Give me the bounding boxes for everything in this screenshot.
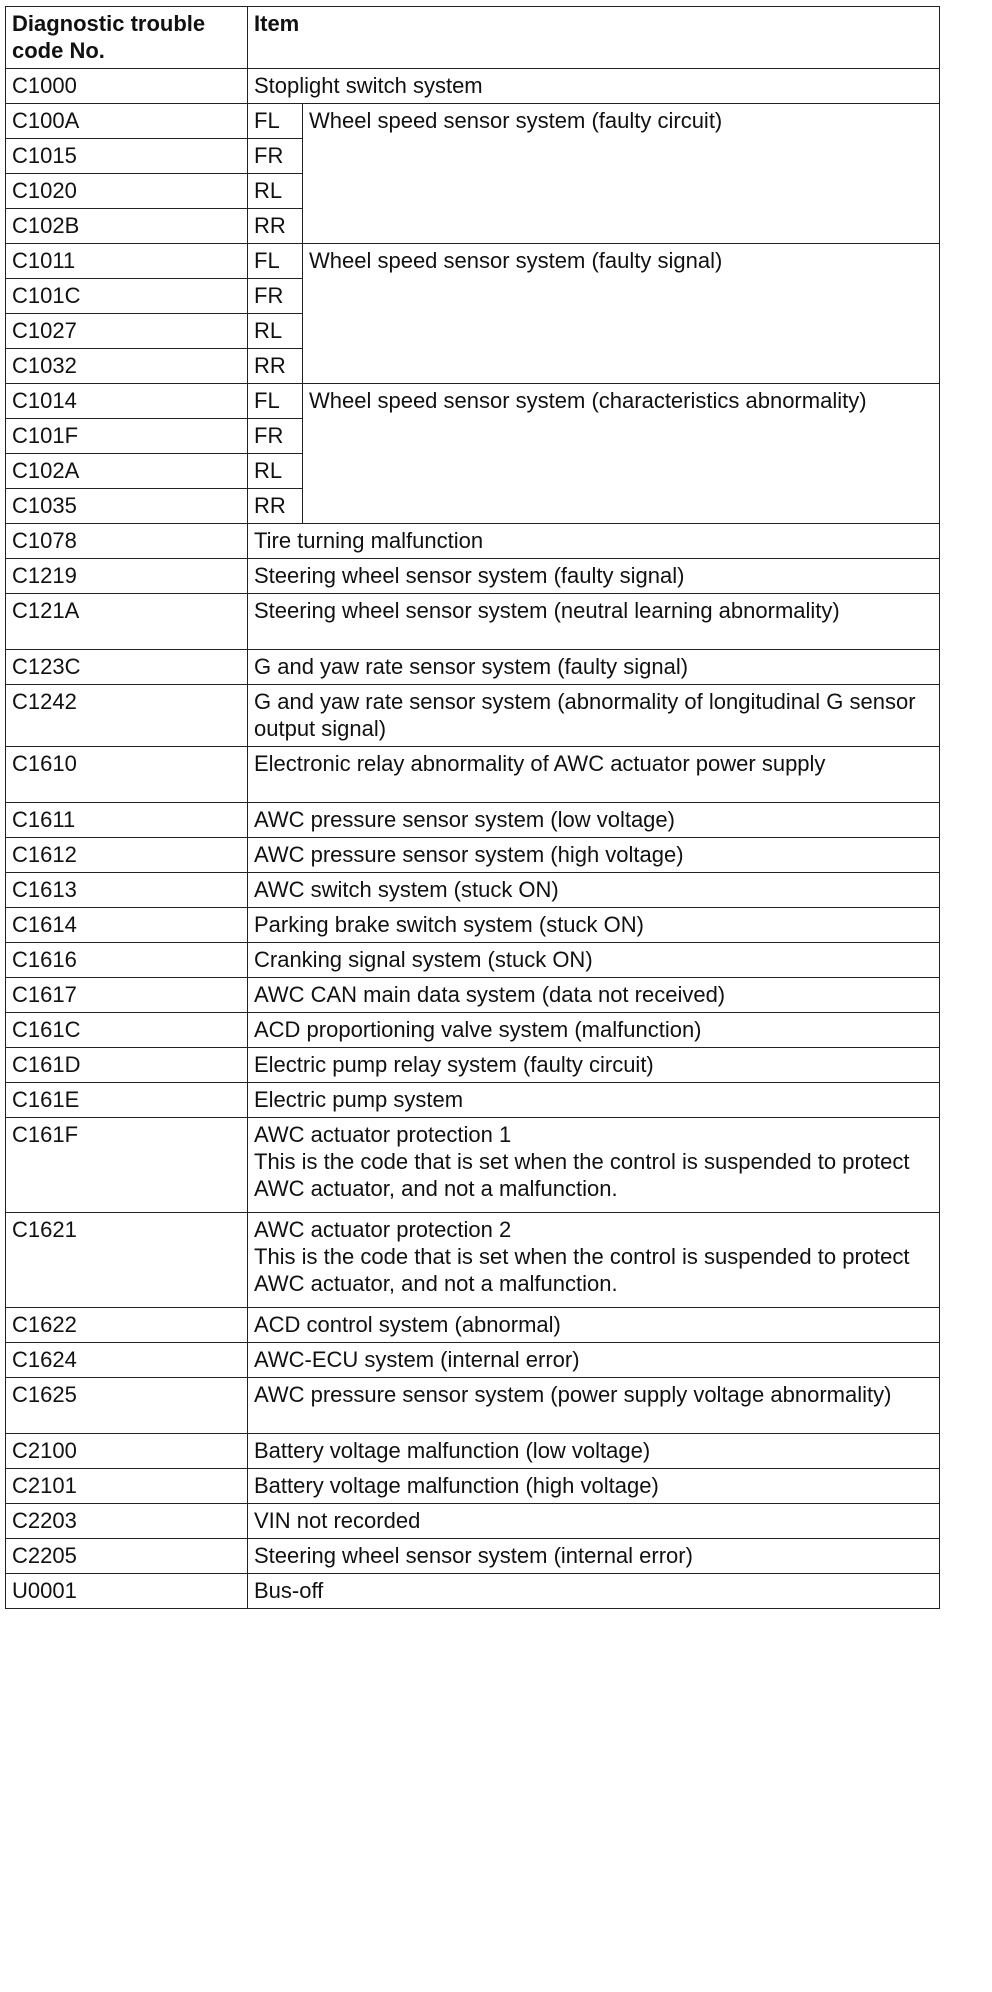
item-cell [248,1469,940,1504]
item-text: ACD control system (abnormal) [254,1312,561,1337]
dtc-code-cell: C1000 [6,69,248,104]
wheel-position-cell: RR [248,349,303,384]
item-cell [248,69,940,104]
wheel-position-cell: FR [248,139,303,174]
item-text: G and yaw rate sensor system (abnormality of longitudinal G sensor output signal) [254,689,916,741]
dtc-code-cell: C1624 [6,1343,248,1378]
table-row [6,943,940,978]
dtc-code-cell: C1621 [6,1213,248,1308]
table-row [6,69,940,104]
item-text: AWC actuator protection 2 [254,1217,512,1242]
dtc-code-cell: C1614 [6,908,248,943]
wheel-position-cell: FL [248,244,303,279]
item-cell [248,685,940,747]
dtc-code-cell: C1612 [6,838,248,873]
item-text: Bus-off [254,1578,324,1603]
table-row [6,803,940,838]
item-text: Parking brake switch system (stuck ON) [254,912,644,937]
table-row [6,1378,940,1434]
item-cell [248,1083,940,1118]
wheel-position-cell: FR [248,279,303,314]
item-cell [248,1048,940,1083]
item-text: G and yaw rate sensor system (faulty signal) [254,654,689,679]
item-cell [248,524,940,559]
table-row [6,685,940,747]
item-cell [248,559,940,594]
item-text: AWC actuator protection 1 [254,1122,512,1147]
table-row [6,1308,940,1343]
dtc-code-cell: C121A [6,594,248,650]
dtc-code-cell: C101F [6,419,248,454]
table-row [6,384,940,419]
item-cell: Wheel speed sensor system (characteristics abnormality) [303,384,940,524]
item-text: ACD proportioning valve system (malfunction) [254,1017,702,1042]
table-row [6,104,940,139]
header-row [6,7,940,69]
table-row [6,650,940,685]
table-row [6,1213,940,1308]
item-cell [248,594,940,650]
item-text: AWC switch system (stuck ON) [254,877,559,902]
item-text: Electric pump relay system (faulty circuit) [254,1052,654,1077]
dtc-code-cell: C101C [6,279,248,314]
item-text: VIN not recorded [254,1508,421,1533]
dtc-table-body [6,69,940,1609]
dtc-code-cell: C1032 [6,349,248,384]
item-cell [248,1434,940,1469]
item-text: AWC-ECU system (internal error) [254,1347,580,1372]
header-item: Item [248,7,940,69]
item-cell: Wheel speed sensor system (faulty signal) [303,244,940,384]
item-note: This is the code that is set when the control is suspended to protect AWC actuator, and not a malfunction. [254,1149,910,1201]
item-cell [248,650,940,685]
wheel-position-cell: FL [248,104,303,139]
table-row [6,1539,940,1574]
item-cell [248,838,940,873]
table-row [6,908,940,943]
dtc-code-cell: C1011 [6,244,248,279]
item-cell [248,1118,940,1213]
wheel-position-cell: RL [248,454,303,489]
dtc-table [5,6,940,1609]
header-code: Diagnostic trouble code No. [6,7,248,69]
dtc-code-cell: C1015 [6,139,248,174]
item-text: Cranking signal system (stuck ON) [254,947,593,972]
wheel-position-cell: RR [248,489,303,524]
table-row [6,1118,940,1213]
table-row [6,1504,940,1539]
dtc-code-cell: C161C [6,1013,248,1048]
item-text: Tire turning malfunction [254,528,484,553]
item-cell [248,943,940,978]
wheel-position-cell: FL [248,384,303,419]
item-text: Steering wheel sensor system (internal error) [254,1543,693,1568]
item-cell: Wheel speed sensor system (faulty circuit) [303,104,940,244]
item-cell [248,873,940,908]
item-cell [248,1308,940,1343]
table-row [6,559,940,594]
item-cell [248,1343,940,1378]
item-cell [248,1539,940,1574]
wheel-position-cell: RL [248,174,303,209]
item-cell [248,1504,940,1539]
table-row [6,1574,940,1609]
item-cell [248,1574,940,1609]
item-cell [248,1378,940,1434]
dtc-code-cell: C1078 [6,524,248,559]
item-cell [248,1213,940,1308]
dtc-code-cell: C1625 [6,1378,248,1434]
wheel-position-cell: RR [248,209,303,244]
item-text: Stoplight switch system [254,73,483,98]
table-row [6,524,940,559]
item-text: Battery voltage malfunction (low voltage) [254,1438,651,1463]
dtc-code-cell: C123C [6,650,248,685]
item-cell [248,1013,940,1048]
dtc-code-cell: C1622 [6,1308,248,1343]
wheel-position-cell: RL [248,314,303,349]
table-row [6,1083,940,1118]
item-text: AWC CAN main data system (data not received) [254,982,726,1007]
dtc-code-cell: C100A [6,104,248,139]
table-row [6,594,940,650]
table-row [6,978,940,1013]
dtc-code-cell: C2205 [6,1539,248,1574]
table-row [6,1013,940,1048]
item-text: Electric pump system [254,1087,464,1112]
item-cell [248,803,940,838]
table-row [6,873,940,908]
dtc-code-cell: C102B [6,209,248,244]
dtc-code-cell: C1014 [6,384,248,419]
dtc-code-cell: C1242 [6,685,248,747]
item-cell [248,908,940,943]
dtc-code-cell: C1027 [6,314,248,349]
dtc-code-cell: C2101 [6,1469,248,1504]
table-row [6,838,940,873]
item-text: AWC pressure sensor system (low voltage) [254,807,675,832]
table-row [6,1469,940,1504]
item-note: This is the code that is set when the control is suspended to protect AWC actuator, and not a malfunction. [254,1244,910,1296]
wheel-position-cell: FR [248,419,303,454]
table-row [6,244,940,279]
dtc-code-cell: U0001 [6,1574,248,1609]
dtc-code-cell: C1617 [6,978,248,1013]
dtc-code-cell: C102A [6,454,248,489]
dtc-code-cell: C1219 [6,559,248,594]
dtc-code-cell: C2100 [6,1434,248,1469]
dtc-code-cell: C1035 [6,489,248,524]
item-text: Battery voltage malfunction (high voltage) [254,1473,659,1498]
dtc-code-cell: C1616 [6,943,248,978]
dtc-code-cell: C161F [6,1118,248,1213]
table-row [6,1048,940,1083]
table-row [6,1434,940,1469]
dtc-code-cell: C2203 [6,1504,248,1539]
table-row [6,747,940,803]
item-text: Steering wheel sensor system (neutral learning abnormality) [254,598,840,623]
dtc-code-cell: C161D [6,1048,248,1083]
item-text: Electronic relay abnormality of AWC actuator power supply [254,751,826,776]
dtc-code-cell: C1613 [6,873,248,908]
item-cell [248,747,940,803]
dtc-code-cell: C1610 [6,747,248,803]
item-text: AWC pressure sensor system (power supply voltage abnormality) [254,1382,892,1407]
item-text: Steering wheel sensor system (faulty signal) [254,563,685,588]
dtc-code-cell: C161E [6,1083,248,1118]
item-cell [248,978,940,1013]
item-text: AWC pressure sensor system (high voltage) [254,842,684,867]
table-row [6,1343,940,1378]
dtc-code-cell: C1611 [6,803,248,838]
dtc-code-cell: C1020 [6,174,248,209]
